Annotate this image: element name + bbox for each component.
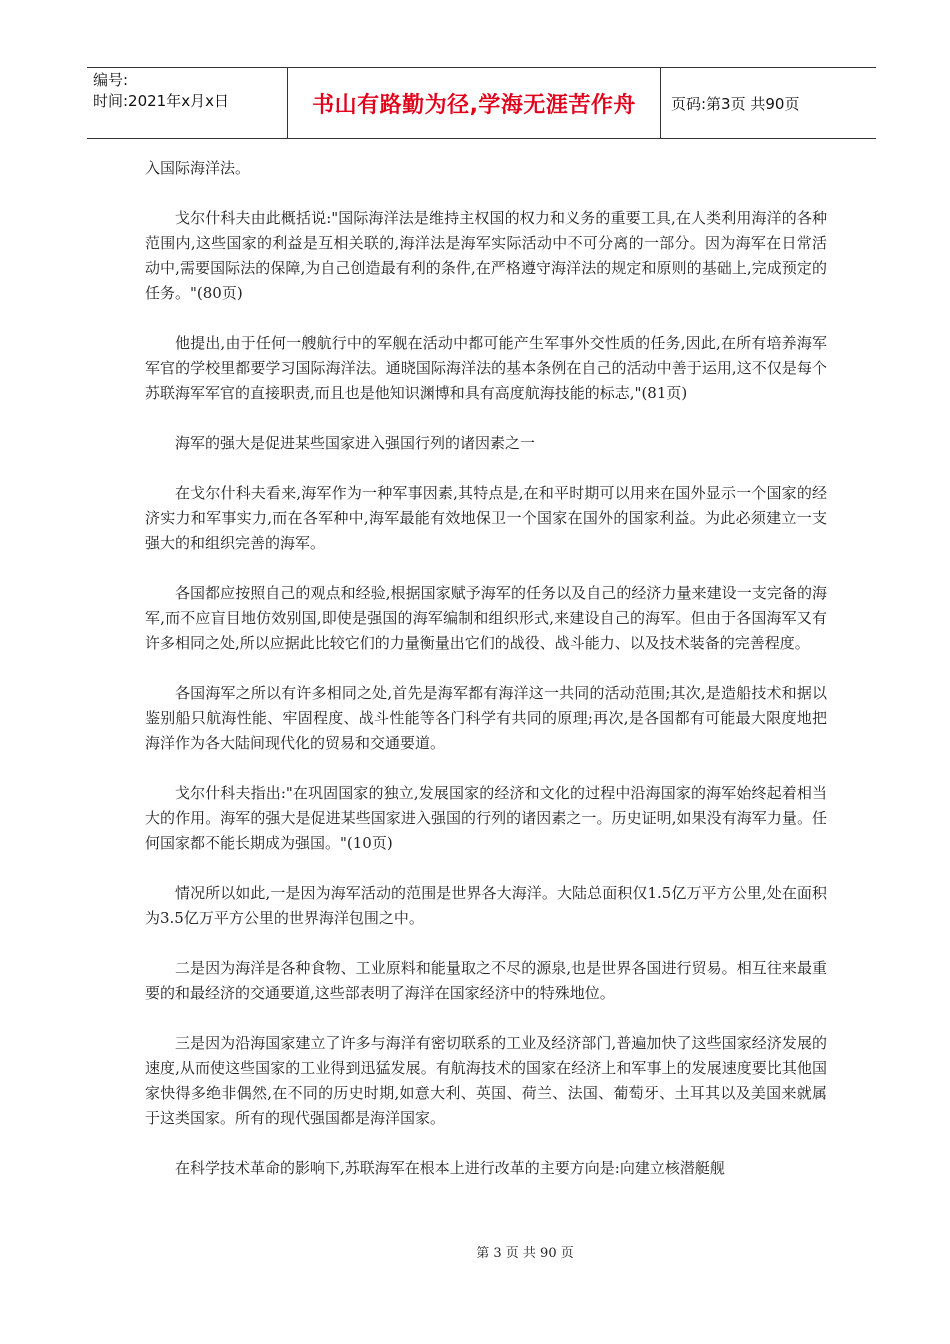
document-time-label: 时间:2021年x月x日: [93, 92, 229, 110]
section-heading: 海军的强大是促进某些国家进入强国行列的诸因素之一: [175, 434, 536, 452]
paragraph: 各国都应按照自己的观点和经验,根据国家赋予海军的任务以及自己的经济力量来建设一支完备的海军,而不应盲目地仿效别国,即使是强国的海军编制和组织形式,来建设自己的海军。但由于各国海军又有许多相同之处,所以应据此比较它们的力量衡量出它们的战役、战斗能力、以及技术装备的完善程度。: [145, 584, 827, 652]
document-body: [145, 156, 827, 1206]
header-page-label: 页码:第3页 共90页: [671, 94, 800, 113]
paragraph: 三是因为沿海国家建立了许多与海洋有密切联系的工业及经济部门,普遍加快了这些国家经济发展的速度,从而使这些国家的工业得到迅猛发展。有航海技术的国家在经济上和军事上的发展速度要比其他国家快得多绝非偶然,在不同的历史时期,如意大利、英国、荷兰、法国、葡萄牙、土耳其以及美国来就属于这类国家。所有的现代强国都是海洋国家。: [145, 1034, 827, 1127]
page-header: [87, 67, 876, 139]
header-meta: [87, 68, 287, 138]
paragraph: 情况所以如此,一是因为海军活动的范围是世界各大海洋。大陆总面积仅1.5亿万平方公里,处在面积为3.5亿万平方公里的世界海洋包围之中。: [145, 884, 827, 927]
paragraph: 在戈尔什科夫看来,海军作为一种军事因素,其特点是,在和平时期可以用来在国外显示一个国家的经济实力和军事实力,而在各军种中,海军最能有效地保卫一个国家在国外的国家利益。为此必须建立一支强大的和组织完善的海军。: [145, 484, 827, 552]
document-number-label: 编号:: [93, 71, 129, 89]
page-footer: 第 3 页 共 90 页: [476, 1246, 574, 1261]
paragraph: 二是因为海洋是各种食物、工业原料和能量取之不尽的源泉,也是世界各国进行贸易。相互往来最重要的和最经济的交通要道,这些部表明了海洋在国家经济中的特殊地位。: [145, 959, 827, 1002]
paragraph: 在科学技术革命的影响下,苏联海军在根本上进行改革的主要方向是:向建立核潜艇舰: [175, 1159, 725, 1177]
paragraph: 戈尔什科夫由此概括说:"国际海洋法是维持主权国的权力和义务的重要工具,在人类利用海洋的各种范围内,这些国家的利益是互相关联的,海洋法是海军实际活动中不可分离的一部分。因为海军在日常活动中,需要国际法的保障,为自己创造最有利的条件,在严格遵守海洋法的规定和原则的基础上,完成预定的任务。"(80页): [145, 209, 827, 302]
paragraph: 入国际海洋法。: [145, 159, 251, 177]
header-motto: 书山有路勤为径,学海无涯苦作舟: [287, 68, 661, 138]
paragraph: 各国海军之所以有许多相同之处,首先是海军都有海洋这一共同的活动范围;其次,是造船技术和据以鉴别船只航海性能、牢固程度、战斗性能等各门科学有共同的原理;再次,是各国都有可能最大限度地把海洋作为各大陆间现代化的贸易和交通要道。: [145, 684, 827, 752]
paragraph: 他提出,由于任何一艘航行中的军舰在活动中都可能产生军事外交性质的任务,因此,在所有培养海军军官的学校里都要学习国际海洋法。通晓国际海洋法的基本条例在自己的活动中善于运用,这不仅是每个苏联海军军官的直接职责,而且也是他知识渊博和具有高度航海技能的标志,"(81页): [145, 334, 827, 402]
paragraph: 戈尔什科夫指出:"在巩固国家的独立,发展国家的经济和文化的过程中沿海国家的海军始终起着相当大的作用。海军的强大是促进某些国家进入强国的行列的诸因素之一。历史证明,如果没有海军力量。任何国家都不能长期成为强国。"(10页): [145, 784, 827, 852]
